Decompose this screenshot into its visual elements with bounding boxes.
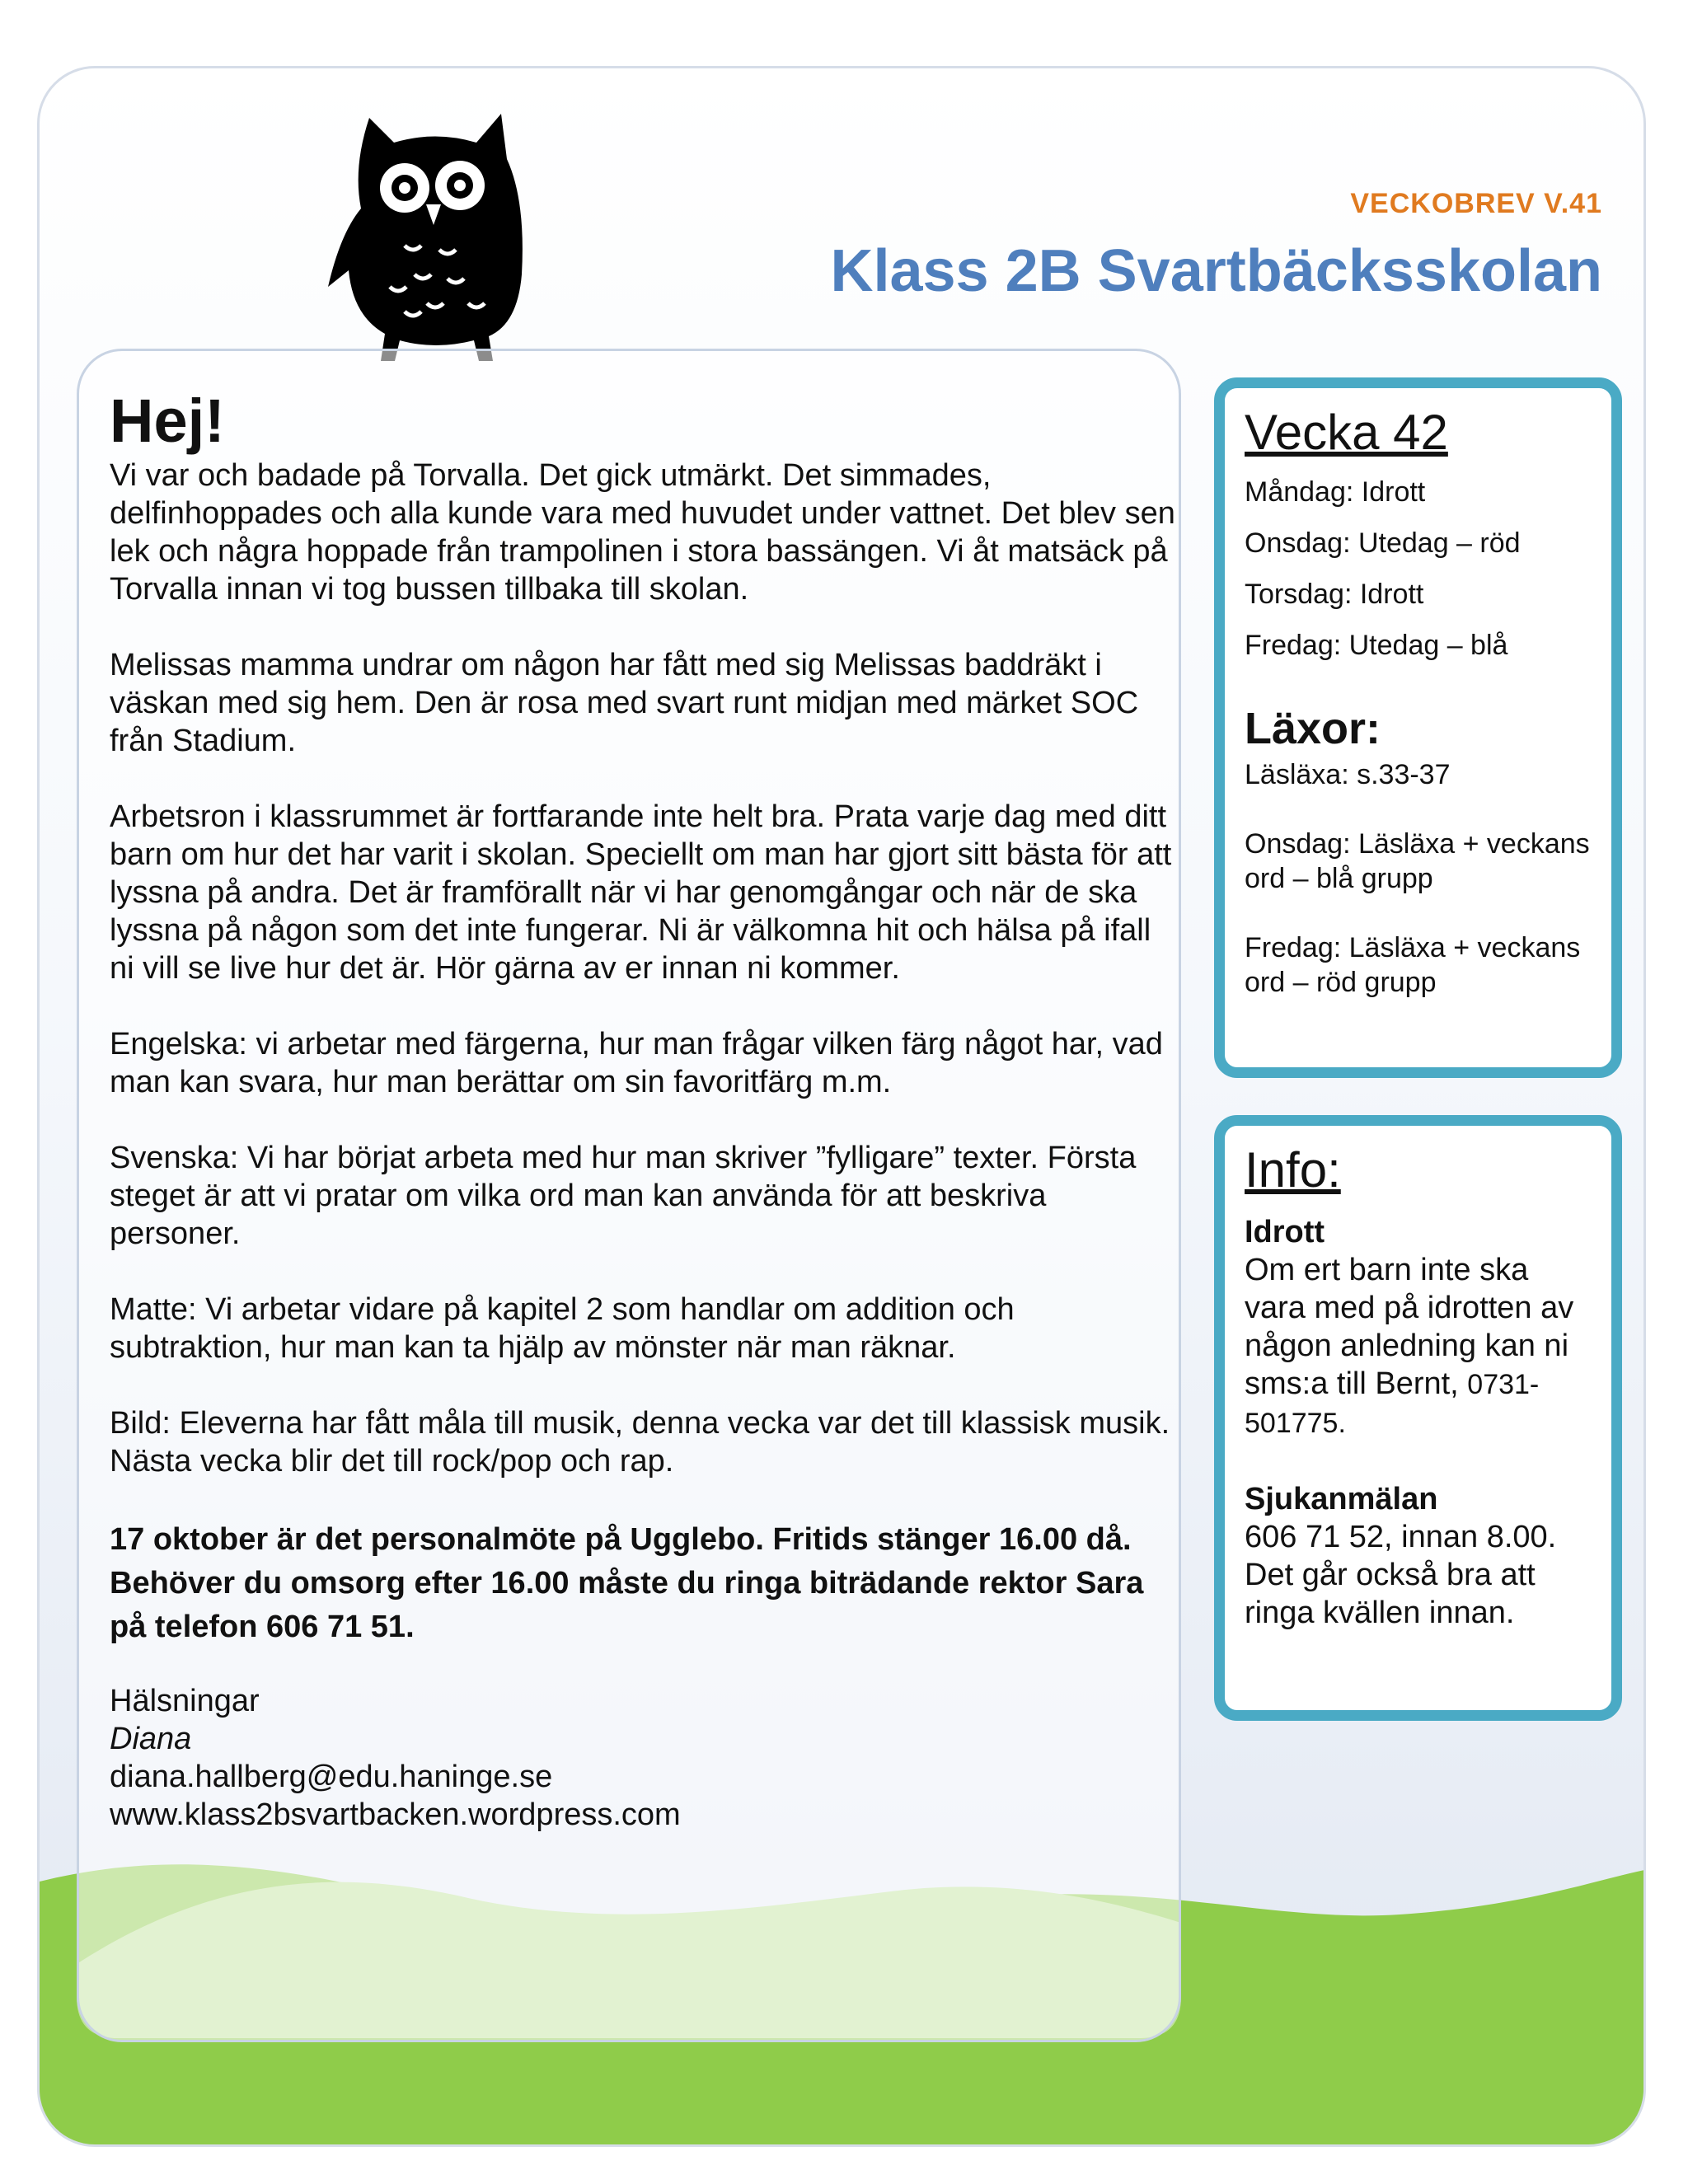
homework-item: Fredag: Läsläxa + veckans ord – röd grupp bbox=[1245, 932, 1581, 998]
homework-item: Onsdag: Läsläxa + veckans ord – blå grupp bbox=[1245, 828, 1590, 894]
paragraph-classroom-calm: Arbetsron i klassrummet är fortfarande inte helt bra. Prata varje dag med ditt barn om hur det har varit i skolan. Speciellt om man har gjort sitt bästa för att lyssna på andra. Det är framförallt när vi har genomgångar och när de ska lyssna på någon som det inte fungerar. Ni är välkomna hit och hälsa på ifall ni vill se live hur det är. Hör gärna av er innan ni kommer. bbox=[110, 799, 1172, 986]
email-link[interactable]: diana.hallberg@edu.haninge.se bbox=[110, 1760, 553, 1794]
staff-meeting-notice: 17 oktober är det personalmöte på Ugglebo. Fritids stänger 16.00 då. Behöver du omsorg efter 16.00 måste du ringa biträdande rektor Sara på telefon 606 71 51. bbox=[110, 1522, 1144, 1644]
info-title: Info: bbox=[1245, 1142, 1341, 1197]
closing-greeting: Hälsningar bbox=[110, 1684, 260, 1718]
paragraph-math: Matte: Vi arbetar vidare på kapitel 2 som handlar om addition och subtraktion, hur man kan ta hjälp av mönster när man räknar. bbox=[110, 1292, 1015, 1365]
paragraph-swimming: Vi var och badade på Torvalla. Det gick utmärkt. Det simmades, delfinhoppades och alla kunde vara med huvudet under vattnet. Det blev sen lek och några hoppade från trampolinen i stora bassängen. Vi åt matsäck på Torvalla innan vi tog bussen tillbaka till skolan. bbox=[110, 458, 1175, 607]
info-section-text bbox=[1245, 1251, 1595, 1442]
schedule-item: Fredag: Utedag – blå bbox=[1245, 630, 1508, 661]
greeting-heading: Hej! bbox=[110, 387, 225, 455]
website-link[interactable]: www.klass2bsvartbacken.wordpress.com bbox=[110, 1797, 681, 1832]
homework-item: Läsläxa: s.33-37 bbox=[1245, 759, 1451, 790]
week-schedule-box bbox=[1214, 377, 1622, 1078]
info-text-main: Om ert barn inte ska vara med på idrotten av någon anledning kan ni sms:a till Bernt, bbox=[1245, 1253, 1574, 1401]
schedule-item: Onsdag: Utedag – röd bbox=[1245, 527, 1521, 559]
info-box bbox=[1214, 1115, 1622, 1721]
schedule-item: Måndag: Idrott bbox=[1245, 476, 1426, 508]
paragraph-english: Engelska: vi arbetar med färgerna, hur man frågar vilken färg något har, vad man kan svara, hur man berättar om sin favoritfärg m.m. bbox=[110, 1027, 1163, 1099]
info-section-heading: Sjukanmälan bbox=[1245, 1482, 1438, 1516]
signature-name: Diana bbox=[110, 1722, 192, 1756]
info-section-heading: Idrott bbox=[1245, 1215, 1325, 1249]
schedule-item: Torsdag: Idrott bbox=[1245, 579, 1424, 610]
paragraph-art: Bild: Eleverna har fått måla till musik, denna vecka var det till klassisk musik. Nästa vecka blir det till rock/pop och rap. bbox=[110, 1406, 1170, 1479]
paragraph-lost-swimsuit: Melissas mamma undrar om någon har fått med sig Melissas baddräkt i väskan med sig hem. Den är rosa med svart runt midjan med märket SOC från Stadium. bbox=[110, 648, 1139, 758]
paragraph-swedish: Svenska: Vi har börjat arbeta med hur man skriver ”fylligare” texter. Första steget är att vi pratar om vilka ord man kan använda för att beskriva personer. bbox=[110, 1141, 1137, 1251]
school-title: Klass 2B Svartbäcksskolan bbox=[830, 238, 1602, 304]
newsletter-page bbox=[37, 66, 1646, 2147]
main-content bbox=[110, 386, 1181, 1834]
info-section-text: 606 71 52, innan 8.00. Det går också bra att ringa kvällen innan. bbox=[1245, 1520, 1557, 1630]
week-title: Vecka 42 bbox=[1245, 405, 1448, 460]
owl-icon bbox=[324, 110, 546, 365]
homework-heading: Läxor: bbox=[1245, 704, 1381, 753]
newsletter-week-label: VECKOBREV V.41 bbox=[1350, 188, 1602, 219]
phone-number: 0731-501775. bbox=[1245, 1369, 1540, 1439]
